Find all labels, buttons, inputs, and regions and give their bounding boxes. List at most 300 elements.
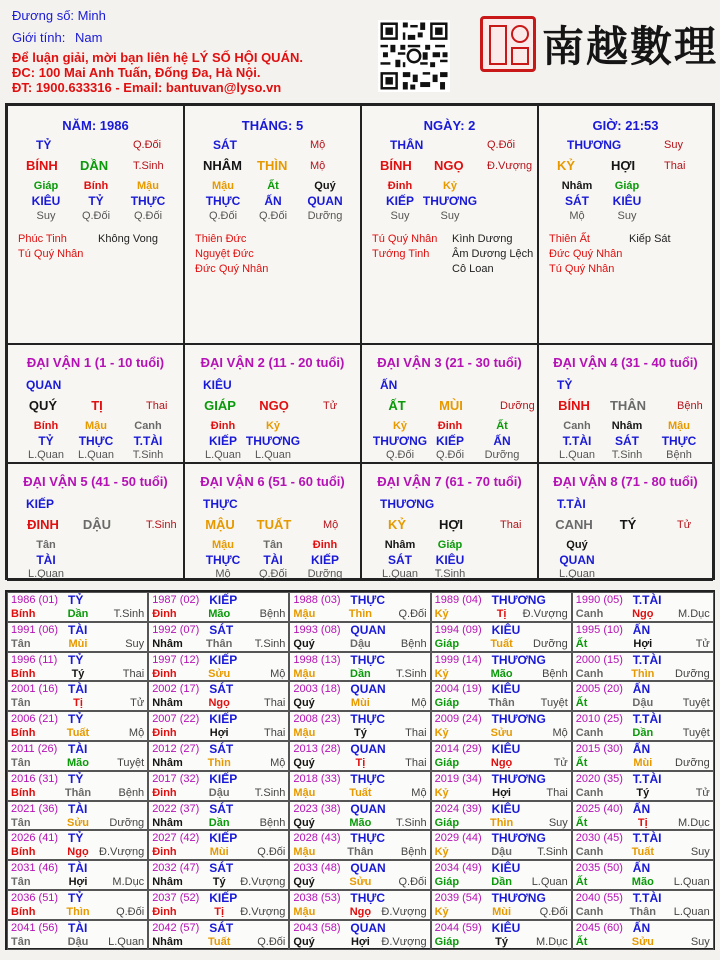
- year-life-stage: Đ.Vượng: [522, 608, 568, 620]
- luck-cell: [184, 344, 361, 463]
- year-cell[interactable]: [148, 741, 289, 771]
- year-ten-god: TÀI: [68, 920, 88, 935]
- luck-title: ĐẠI VẬN 5 (41 - 50 tuổi): [23, 474, 168, 489]
- contact-line: Để luận giải, mời bạn liên hệ LÝ SỐ HỘI QUÁN.: [12, 50, 303, 65]
- hidden-stem: Nhâm: [611, 420, 643, 432]
- year-ten-god: TÀI: [68, 742, 88, 756]
- year-earthly-branch: Tuất: [66, 727, 90, 740]
- year-heavenly-stem: Kỷ: [434, 667, 449, 680]
- year-earthly-branch: Thân: [488, 697, 515, 710]
- luck-earthly-branch: TUẤT: [256, 517, 292, 532]
- year-earthly-branch: Hợi: [350, 935, 370, 948]
- year-cell[interactable]: [7, 920, 148, 950]
- year-life-stage: Suy: [548, 816, 568, 829]
- luck-life-stage: Tử: [677, 519, 692, 531]
- pillar-stem-relation: Mộ: [310, 139, 326, 151]
- pillar-ten-god: SÁT: [213, 138, 237, 152]
- year-ten-god: THƯƠNG: [491, 593, 546, 607]
- year-cell[interactable]: [7, 741, 148, 771]
- year-cell[interactable]: [7, 711, 148, 741]
- year-cell[interactable]: [148, 830, 289, 860]
- year-cell[interactable]: [431, 711, 572, 741]
- year-heavenly-stem: Ất: [575, 637, 588, 650]
- year-life-stage: Tử: [695, 786, 710, 799]
- hidden-relation: Q.Đối: [81, 210, 111, 222]
- hidden-relation: Mộ: [215, 568, 231, 580]
- hidden-stem: Canh: [134, 420, 162, 432]
- year-ten-god: TỶ: [68, 593, 84, 607]
- luck-ten-god: QUAN: [26, 378, 62, 392]
- year-ten-god: KIẾP: [209, 652, 238, 667]
- year-cell[interactable]: [572, 890, 714, 920]
- year-cell[interactable]: [289, 830, 430, 860]
- luck-title: ĐẠI VẬN 3 (21 - 30 tuổi): [377, 355, 522, 370]
- luck-ten-god: T.TÀI: [557, 497, 586, 511]
- hidden-ten-god: SÁT: [565, 194, 589, 208]
- year-cell[interactable]: [431, 890, 572, 920]
- star-name: Phúc Tinh: [18, 233, 67, 245]
- year-cell[interactable]: [572, 801, 714, 831]
- year-life-stage: L.Quan: [531, 876, 568, 889]
- luck-heavenly-stem: CANH: [555, 517, 593, 532]
- year-ten-god: TÀI: [68, 801, 88, 816]
- year-cell[interactable]: [148, 860, 289, 890]
- year-earthly-branch: Thìn: [66, 906, 90, 918]
- year-earthly-branch: Sửu: [490, 727, 513, 740]
- year-ten-god: TÀI: [68, 682, 88, 697]
- year-heavenly-stem: Giáp: [434, 697, 460, 710]
- year-ten-god: KIẾP: [209, 593, 238, 607]
- year-earthly-branch: Hợi: [68, 876, 88, 889]
- year-ten-god: KIÊU: [491, 742, 521, 756]
- year-cell[interactable]: [431, 920, 572, 950]
- year-cell[interactable]: [289, 622, 430, 652]
- year-heavenly-stem: Kỷ: [434, 786, 449, 799]
- luck-life-stage: T.Sinh: [146, 519, 177, 531]
- gender-line: [12, 30, 102, 45]
- pillar-earthly-branch: THÌN: [257, 158, 288, 173]
- year-heavenly-stem: Mậu: [293, 667, 316, 680]
- hidden-stem: Tân: [36, 539, 56, 551]
- year-cell[interactable]: [289, 711, 430, 741]
- hidden-stem: Mậu: [212, 539, 234, 551]
- year-cell[interactable]: [148, 592, 289, 622]
- year-cell[interactable]: [572, 681, 714, 711]
- year-earthly-branch: Hợi: [492, 786, 511, 799]
- year-label: 2002 (17): [152, 683, 200, 696]
- year-life-stage: Mộ: [270, 757, 286, 769]
- hidden-stem: Bính: [33, 420, 59, 432]
- year-cell[interactable]: [289, 741, 430, 771]
- year-earthly-branch: Tý: [71, 667, 85, 680]
- year-life-stage: M.Dục: [678, 816, 710, 829]
- hidden-relation: Dưỡng: [307, 568, 343, 580]
- year-earthly-branch: Dậu: [208, 786, 230, 799]
- hidden-relation: L.Quan: [77, 449, 115, 461]
- year-earthly-branch: Tuất: [207, 935, 231, 948]
- year-earthly-branch: Hợi: [209, 727, 229, 740]
- year-life-stage: Bệnh: [118, 786, 145, 799]
- year-earthly-branch: Hợi: [633, 637, 653, 650]
- luck-cell: [184, 463, 361, 581]
- hidden-stem: Canh: [563, 420, 591, 432]
- year-label: 2036 (51): [11, 892, 59, 904]
- luck-title: ĐẠI VẬN 2 (11 - 20 tuổi): [200, 355, 345, 370]
- year-cell[interactable]: [148, 890, 289, 920]
- year-life-stage: Q.Đối: [257, 846, 286, 859]
- year-cell[interactable]: [572, 920, 714, 950]
- star-name: Thiên Đức: [195, 233, 247, 245]
- pillar-stars-left: [549, 232, 622, 277]
- year-ten-god: TỶ: [68, 831, 84, 846]
- year-label: 2019 (34): [434, 772, 482, 785]
- year-life-stage: Thai: [405, 757, 427, 769]
- year-label: 1999 (14): [434, 653, 482, 666]
- year-ten-god: T.TÀI: [632, 652, 662, 667]
- pillar-heavenly-stem: NHÂM: [203, 158, 242, 173]
- hidden-relation: L.Quan: [27, 449, 65, 461]
- year-life-stage: Đ.Vượng: [381, 935, 427, 948]
- hidden-ten-god: THỰC: [78, 434, 114, 448]
- year-earthly-branch: Dần: [632, 727, 654, 740]
- year-label: 2032 (47): [152, 862, 200, 875]
- year-earthly-branch: Dần: [208, 816, 230, 829]
- year-life-stage: Q.Đối: [398, 876, 427, 889]
- hidden-relation: Q.Đối: [208, 210, 238, 222]
- luck-earthly-branch: DẬU: [82, 517, 112, 532]
- luck-life-stage: Tử: [323, 400, 338, 412]
- year-cell[interactable]: [431, 622, 572, 652]
- year-life-stage: L.Quan: [673, 906, 710, 918]
- pillar-cell: [184, 105, 361, 344]
- year-cell[interactable]: [572, 652, 714, 682]
- star-name: Kiếp Sát: [629, 233, 671, 245]
- year-cell[interactable]: [431, 830, 572, 860]
- hidden-stem: Giáp: [33, 180, 59, 192]
- year-life-stage: Tuyệt: [117, 757, 145, 769]
- year-life-stage: Q.Đối: [116, 906, 145, 918]
- hidden-stem: Bính: [83, 180, 109, 192]
- year-earthly-branch: Thìn: [489, 816, 514, 829]
- luck-title: ĐẠI VẬN 6 (51 - 60 tuổi): [200, 474, 345, 489]
- pillar-life-stage: Mộ: [310, 160, 326, 172]
- year-earthly-branch: Mùi: [633, 757, 653, 769]
- year-earthly-branch: Tuất: [631, 846, 654, 859]
- luck-title: ĐẠI VẬN 4 (31 - 40 tuổi): [553, 355, 698, 370]
- year-label: 2044 (59): [434, 921, 482, 934]
- phone-line[interactable]: ĐT: 1900.633316 - Email: bantuvan@lyso.vn: [12, 80, 282, 95]
- luck-cell: [7, 344, 184, 463]
- header: [0, 0, 720, 100]
- luck-life-stage: Thai: [500, 519, 522, 531]
- year-cell[interactable]: [431, 741, 572, 771]
- pillar-ten-god: THƯƠNG: [567, 138, 622, 152]
- hidden-ten-god: THỰC: [661, 434, 697, 448]
- year-heavenly-stem: Nhâm: [152, 757, 183, 769]
- year-earthly-branch: Ngọ: [490, 757, 513, 769]
- year-earthly-branch: Mùi: [350, 697, 370, 710]
- year-earthly-branch: Dậu: [350, 637, 371, 650]
- hidden-stem: Đinh: [210, 420, 236, 432]
- year-ten-god: KIÊU: [491, 920, 521, 935]
- year-cell[interactable]: [7, 860, 148, 890]
- year-cell[interactable]: [7, 830, 148, 860]
- year-life-stage: Mộ: [411, 786, 427, 799]
- year-life-stage: Thai: [263, 727, 286, 740]
- hidden-stem: Quý: [314, 180, 336, 192]
- pillar-stars-left: [195, 232, 268, 277]
- year-life-stage: Dưỡng: [533, 637, 568, 650]
- year-cell[interactable]: [7, 652, 148, 682]
- luck-cell: [538, 344, 713, 463]
- name-value: Minh: [77, 8, 106, 23]
- brand-logo: 南越數理: [542, 22, 719, 71]
- hidden-relation: L.Quan: [558, 568, 596, 580]
- pillar-earthly-branch: NGỌ: [434, 158, 464, 173]
- pillar-life-stage: Thai: [664, 160, 686, 172]
- hidden-relation: T.Sinh: [611, 449, 643, 461]
- year-label: 2024 (39): [434, 802, 482, 815]
- pillar-stars-right: [452, 232, 533, 277]
- pillar-heavenly-stem: BÍNH: [26, 158, 58, 173]
- pillar-life-stage: T.Sinh: [133, 160, 164, 172]
- year-ten-god: THƯƠNG: [491, 891, 546, 905]
- year-ten-god: TÀI: [68, 622, 88, 637]
- year-cell[interactable]: [431, 592, 572, 622]
- year-cell[interactable]: [7, 592, 148, 622]
- year-ten-god: KIẾP: [209, 712, 238, 727]
- year-label: 1995 (10): [575, 623, 623, 636]
- hidden-ten-god: THỰC: [205, 553, 241, 567]
- year-label: 2033 (48): [293, 862, 341, 875]
- year-label: 2037 (52): [152, 892, 200, 904]
- hidden-ten-god: KIẾP: [310, 553, 339, 567]
- year-label: 2013 (28): [293, 743, 341, 755]
- luck-heavenly-stem: ĐINH: [27, 517, 59, 532]
- year-cell[interactable]: [148, 622, 289, 652]
- year-cell[interactable]: [148, 801, 289, 831]
- year-heavenly-stem: Tân: [11, 757, 31, 769]
- luck-life-stage: Bệnh: [677, 400, 703, 412]
- year-cell[interactable]: [289, 890, 430, 920]
- year-cell[interactable]: [148, 920, 289, 950]
- year-earthly-branch: Dậu: [632, 697, 654, 710]
- luck-title: ĐẠI VẬN 1 (1 - 10 tuổi): [26, 355, 165, 370]
- year-cell[interactable]: [7, 771, 148, 801]
- hidden-relation: Suy: [390, 210, 410, 222]
- year-cell[interactable]: [431, 652, 572, 682]
- hidden-ten-god: QUAN: [307, 194, 343, 208]
- year-ten-god: THỰC: [350, 652, 386, 667]
- year-ten-god: ẤN: [632, 920, 651, 935]
- year-label: 2028 (43): [293, 832, 341, 845]
- year-earthly-branch: Thìn: [348, 608, 372, 620]
- year-cell[interactable]: [7, 622, 148, 652]
- luck-cell: [7, 463, 184, 581]
- year-earthly-branch: Tý: [636, 786, 650, 799]
- year-label: 2003 (18): [293, 683, 341, 696]
- year-earthly-branch: Thân: [206, 637, 233, 650]
- year-heavenly-stem: Nhâm: [152, 816, 183, 829]
- year-cell[interactable]: [289, 771, 430, 801]
- star-name: Âm Dương Lệch: [452, 248, 534, 260]
- year-label: 2045 (60): [575, 921, 623, 934]
- year-ten-god: TỶ: [68, 712, 84, 727]
- year-earthly-branch: Thìn: [207, 757, 231, 769]
- year-cell[interactable]: [7, 890, 148, 920]
- year-heavenly-stem: Mậu: [293, 906, 316, 918]
- year-ten-god: TÀI: [68, 861, 88, 876]
- hidden-ten-god: KIÊU: [31, 194, 61, 208]
- year-heavenly-stem: Ất: [575, 697, 588, 710]
- annual-luck-table: [5, 590, 715, 950]
- year-earthly-branch: Mão: [490, 667, 513, 680]
- year-life-stage: Q.Đối: [539, 906, 568, 918]
- year-heavenly-stem: Đinh: [152, 786, 177, 799]
- year-life-stage: Tử: [130, 697, 145, 710]
- year-heavenly-stem: Tân: [11, 697, 31, 710]
- year-label: 1998 (13): [293, 653, 341, 666]
- star-name: Thiên Ất: [549, 233, 590, 245]
- year-cell[interactable]: [431, 771, 572, 801]
- year-cell[interactable]: [289, 920, 430, 950]
- year-label: 2043 (58): [293, 921, 341, 934]
- year-heavenly-stem: Quý: [293, 637, 315, 650]
- pillar-stars-right: [98, 232, 158, 247]
- year-heavenly-stem: Quý: [293, 757, 315, 769]
- year-cell[interactable]: [289, 592, 430, 622]
- hidden-relation: Q.Đối: [435, 449, 465, 461]
- hidden-relation: Dưỡng: [484, 449, 520, 461]
- pillar-cell: [7, 105, 184, 344]
- year-label: 2022 (37): [152, 802, 200, 815]
- year-earthly-branch: Thân: [64, 786, 92, 799]
- year-label: 2021 (36): [11, 802, 59, 815]
- year-heavenly-stem: Nhâm: [152, 637, 183, 650]
- pillar-cell: [538, 105, 713, 344]
- year-label: 2017 (32): [152, 772, 200, 785]
- luck-ten-god: THƯƠNG: [380, 497, 435, 511]
- hidden-relation: L.Quan: [254, 449, 292, 461]
- year-heavenly-stem: Bính: [11, 906, 36, 918]
- hidden-ten-god: TÀI: [263, 553, 283, 567]
- year-heavenly-stem: Nhâm: [152, 697, 183, 710]
- year-cell[interactable]: [289, 652, 430, 682]
- year-ten-god: SÁT: [209, 622, 234, 637]
- year-ten-god: T.TÀI: [632, 712, 662, 727]
- year-life-stage: T.Sinh: [396, 816, 427, 829]
- name-line: [12, 8, 106, 23]
- hidden-ten-god: KIÊU: [612, 194, 642, 208]
- year-heavenly-stem: Nhâm: [152, 876, 183, 889]
- luck-title: ĐẠI VẬN 7 (61 - 70 tuổi): [377, 474, 522, 489]
- year-life-stage: Mộ: [552, 727, 568, 740]
- year-heavenly-stem: Kỷ: [434, 727, 449, 740]
- year-life-stage: M.Dục: [678, 608, 710, 620]
- hidden-ten-god: THỰC: [205, 194, 241, 208]
- year-cell[interactable]: [7, 801, 148, 831]
- year-earthly-branch: Tị: [73, 697, 83, 710]
- year-cell[interactable]: [431, 801, 572, 831]
- year-label: 1986 (01): [11, 594, 59, 606]
- luck-ten-god: KIẾP: [26, 497, 55, 511]
- star-name: Tú Quý Nhân: [549, 263, 615, 275]
- year-ten-god: ẤN: [632, 861, 651, 876]
- year-cell[interactable]: [572, 860, 714, 890]
- year-heavenly-stem: Ất: [575, 757, 588, 769]
- year-cell[interactable]: [572, 622, 714, 652]
- year-label: 2042 (57): [152, 921, 200, 934]
- hidden-stem: Mậu: [668, 420, 690, 432]
- year-label: 1996 (11): [11, 653, 58, 666]
- year-cell[interactable]: [148, 681, 289, 711]
- luck-title: ĐẠI VẬN 8 (71 - 80 tuổi): [553, 474, 698, 489]
- year-label: 1988 (03): [293, 594, 341, 606]
- year-ten-god: T.TÀI: [632, 831, 662, 846]
- year-cell[interactable]: [572, 771, 714, 801]
- year-earthly-branch: Mão: [631, 876, 654, 889]
- year-cell[interactable]: [572, 711, 714, 741]
- hidden-relation: Q.Đối: [258, 210, 288, 222]
- hidden-relation: L.Quan: [204, 449, 242, 461]
- year-ten-god: ẤN: [632, 622, 651, 637]
- year-earthly-branch: Tuất: [490, 637, 513, 650]
- year-cell[interactable]: [289, 801, 430, 831]
- hidden-stem: Ất: [267, 180, 279, 192]
- year-life-stage: Mộ: [270, 667, 286, 680]
- pillar-earthly-branch: HỢI: [611, 158, 636, 173]
- pillar-title: NGÀY: 2: [423, 118, 476, 133]
- year-life-stage: Mộ: [411, 697, 427, 710]
- year-ten-god: ẤN: [632, 682, 651, 697]
- year-ten-god: THỰC: [350, 712, 386, 727]
- year-life-stage: T.Sinh: [113, 608, 145, 620]
- hidden-ten-god: QUAN: [559, 553, 595, 567]
- hidden-stem: Nhâm: [561, 180, 593, 192]
- year-heavenly-stem: Đinh: [152, 846, 177, 859]
- year-cell[interactable]: [572, 592, 714, 622]
- year-cell[interactable]: [431, 860, 572, 890]
- year-heavenly-stem: Canh: [575, 608, 604, 620]
- year-cell[interactable]: [148, 771, 289, 801]
- pillar-life-stage: Đ.Vượng: [487, 160, 533, 172]
- year-life-stage: Thai: [546, 786, 568, 799]
- year-label: 2029 (44): [434, 832, 482, 845]
- year-cell[interactable]: [431, 681, 572, 711]
- year-ten-god: KIẾP: [209, 831, 238, 846]
- year-cell[interactable]: [572, 830, 714, 860]
- year-heavenly-stem: Kỷ: [434, 906, 449, 918]
- luck-earthly-branch: MÙI: [439, 398, 463, 413]
- year-earthly-branch: Tý: [495, 935, 509, 948]
- year-ten-god: KIẾP: [209, 891, 238, 905]
- year-cell[interactable]: [289, 860, 430, 890]
- star-name: Tú Quý Nhân: [18, 248, 84, 260]
- year-life-stage: L.Quan: [673, 876, 710, 889]
- hidden-ten-god: TỶ: [38, 434, 54, 448]
- year-label: 1991 (06): [11, 623, 59, 636]
- year-label: 2004 (19): [434, 683, 482, 696]
- year-earthly-branch: Sửu: [208, 667, 231, 680]
- year-cell[interactable]: [289, 681, 430, 711]
- qr-code-icon[interactable]: [378, 20, 450, 92]
- year-life-stage: Tuyệt: [682, 727, 710, 740]
- year-cell[interactable]: [572, 741, 714, 771]
- year-cell[interactable]: [148, 652, 289, 682]
- year-ten-god: SÁT: [209, 801, 234, 816]
- year-cell[interactable]: [148, 711, 289, 741]
- year-cell[interactable]: [7, 681, 148, 711]
